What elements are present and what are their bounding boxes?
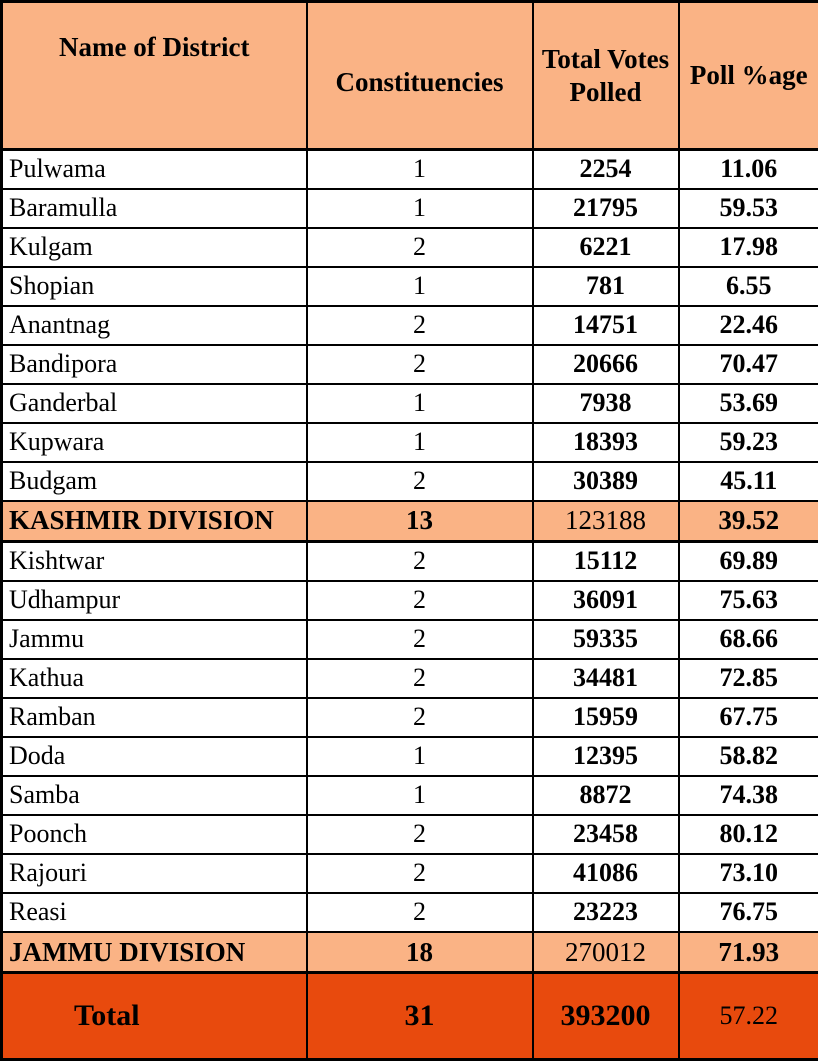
table-row — [2, 620, 818, 659]
votes-cell: 123188 — [533, 501, 679, 542]
votes-cell: 23223 — [533, 893, 679, 932]
table-row — [2, 150, 818, 189]
constituencies-cell: 1 — [307, 150, 533, 189]
votes-cell: 8872 — [533, 776, 679, 815]
constituencies-cell: 1 — [307, 737, 533, 776]
table-row — [2, 384, 818, 423]
votes-cell: 393200 — [533, 973, 679, 1060]
table-row — [2, 542, 818, 581]
table-row — [2, 854, 818, 893]
poll-cell: 67.75 — [679, 698, 818, 737]
votes-cell: 12395 — [533, 737, 679, 776]
poll-cell: 11.06 — [679, 150, 818, 189]
col-header-votes-polled: Total Votes Polled — [533, 2, 679, 150]
constituencies-cell: 2 — [307, 542, 533, 581]
poll-cell: 6.55 — [679, 267, 818, 306]
constituencies-cell: 2 — [307, 698, 533, 737]
table-body — [2, 150, 818, 1060]
table-row — [2, 737, 818, 776]
poll-cell: 70.47 — [679, 345, 818, 384]
votes-cell: 15959 — [533, 698, 679, 737]
district-cell: Jammu — [2, 620, 307, 659]
district-cell: Kishtwar — [2, 542, 307, 581]
district-cell: Ganderbal — [2, 384, 307, 423]
district-cell: Total — [2, 973, 307, 1060]
district-cell: Samba — [2, 776, 307, 815]
votes-cell: 23458 — [533, 815, 679, 854]
votes-cell: 781 — [533, 267, 679, 306]
district-cell: Poonch — [2, 815, 307, 854]
votes-cell: 2254 — [533, 150, 679, 189]
col-header-district: Name of District — [2, 2, 307, 150]
votes-cell: 20666 — [533, 345, 679, 384]
district-cell: Anantnag — [2, 306, 307, 345]
votes-cell: 30389 — [533, 462, 679, 501]
col-header-constituencies: Constituencies — [307, 2, 533, 150]
table-row — [2, 581, 818, 620]
constituencies-cell: 2 — [307, 854, 533, 893]
poll-cell: 74.38 — [679, 776, 818, 815]
poll-cell: 57.22 — [679, 973, 818, 1060]
poll-cell: 69.89 — [679, 542, 818, 581]
district-cell: Budgam — [2, 462, 307, 501]
poll-cell: 22.46 — [679, 306, 818, 345]
poll-cell: 76.75 — [679, 893, 818, 932]
constituencies-cell: 2 — [307, 659, 533, 698]
poll-cell: 53.69 — [679, 384, 818, 423]
constituencies-cell: 13 — [307, 501, 533, 542]
constituencies-cell: 2 — [307, 620, 533, 659]
votes-cell: 36091 — [533, 581, 679, 620]
table-row — [2, 815, 818, 854]
table-row — [2, 698, 818, 737]
kashmir-division-summary-row — [2, 501, 818, 542]
constituencies-cell: 2 — [307, 815, 533, 854]
district-cell: Rajouri — [2, 854, 307, 893]
constituencies-cell: 2 — [307, 306, 533, 345]
poll-cell: 68.66 — [679, 620, 818, 659]
votes-cell: 34481 — [533, 659, 679, 698]
constituencies-cell: 2 — [307, 345, 533, 384]
header-row — [2, 2, 818, 150]
table-row — [2, 659, 818, 698]
district-cell: KASHMIR DIVISION — [2, 501, 307, 542]
votes-cell: 14751 — [533, 306, 679, 345]
district-cell: Udhampur — [2, 581, 307, 620]
jammu-division-summary-row — [2, 932, 818, 973]
col-header-poll-pct: Poll %age — [679, 2, 818, 150]
constituencies-cell: 1 — [307, 384, 533, 423]
district-cell: Shopian — [2, 267, 307, 306]
poll-cell: 17.98 — [679, 228, 818, 267]
table-row — [2, 423, 818, 462]
constituencies-cell: 1 — [307, 189, 533, 228]
district-cell: Kathua — [2, 659, 307, 698]
constituencies-cell: 18 — [307, 932, 533, 973]
table-row — [2, 228, 818, 267]
district-cell: Pulwama — [2, 150, 307, 189]
votes-cell: 18393 — [533, 423, 679, 462]
poll-cell: 59.23 — [679, 423, 818, 462]
constituencies-cell: 2 — [307, 893, 533, 932]
votes-cell: 270012 — [533, 932, 679, 973]
district-cell: JAMMU DIVISION — [2, 932, 307, 973]
table-row — [2, 462, 818, 501]
district-cell: Bandipora — [2, 345, 307, 384]
poll-cell: 71.93 — [679, 932, 818, 973]
poll-cell: 58.82 — [679, 737, 818, 776]
district-cell: Kupwara — [2, 423, 307, 462]
table-header — [2, 2, 818, 150]
table-row — [2, 267, 818, 306]
district-cell: Baramulla — [2, 189, 307, 228]
poll-cell: 75.63 — [679, 581, 818, 620]
table-row — [2, 345, 818, 384]
constituencies-cell: 1 — [307, 267, 533, 306]
votes-cell: 7938 — [533, 384, 679, 423]
votes-cell: 15112 — [533, 542, 679, 581]
constituencies-cell: 2 — [307, 581, 533, 620]
table-row — [2, 189, 818, 228]
votes-cell: 6221 — [533, 228, 679, 267]
poll-cell: 59.53 — [679, 189, 818, 228]
votes-cell: 59335 — [533, 620, 679, 659]
votes-cell: 21795 — [533, 189, 679, 228]
table-row — [2, 893, 818, 932]
poll-cell: 39.52 — [679, 501, 818, 542]
district-cell: Reasi — [2, 893, 307, 932]
district-cell: Ramban — [2, 698, 307, 737]
constituencies-cell: 2 — [307, 228, 533, 267]
poll-cell: 45.11 — [679, 462, 818, 501]
poll-cell: 80.12 — [679, 815, 818, 854]
district-cell: Doda — [2, 737, 307, 776]
constituencies-cell: 31 — [307, 973, 533, 1060]
poll-cell: 72.85 — [679, 659, 818, 698]
grand-total-row — [2, 973, 818, 1060]
votes-cell: 41086 — [533, 854, 679, 893]
constituencies-cell: 2 — [307, 462, 533, 501]
constituencies-cell: 1 — [307, 776, 533, 815]
table-row — [2, 776, 818, 815]
constituencies-cell: 1 — [307, 423, 533, 462]
district-cell: Kulgam — [2, 228, 307, 267]
poll-cell: 73.10 — [679, 854, 818, 893]
table-row — [2, 306, 818, 345]
